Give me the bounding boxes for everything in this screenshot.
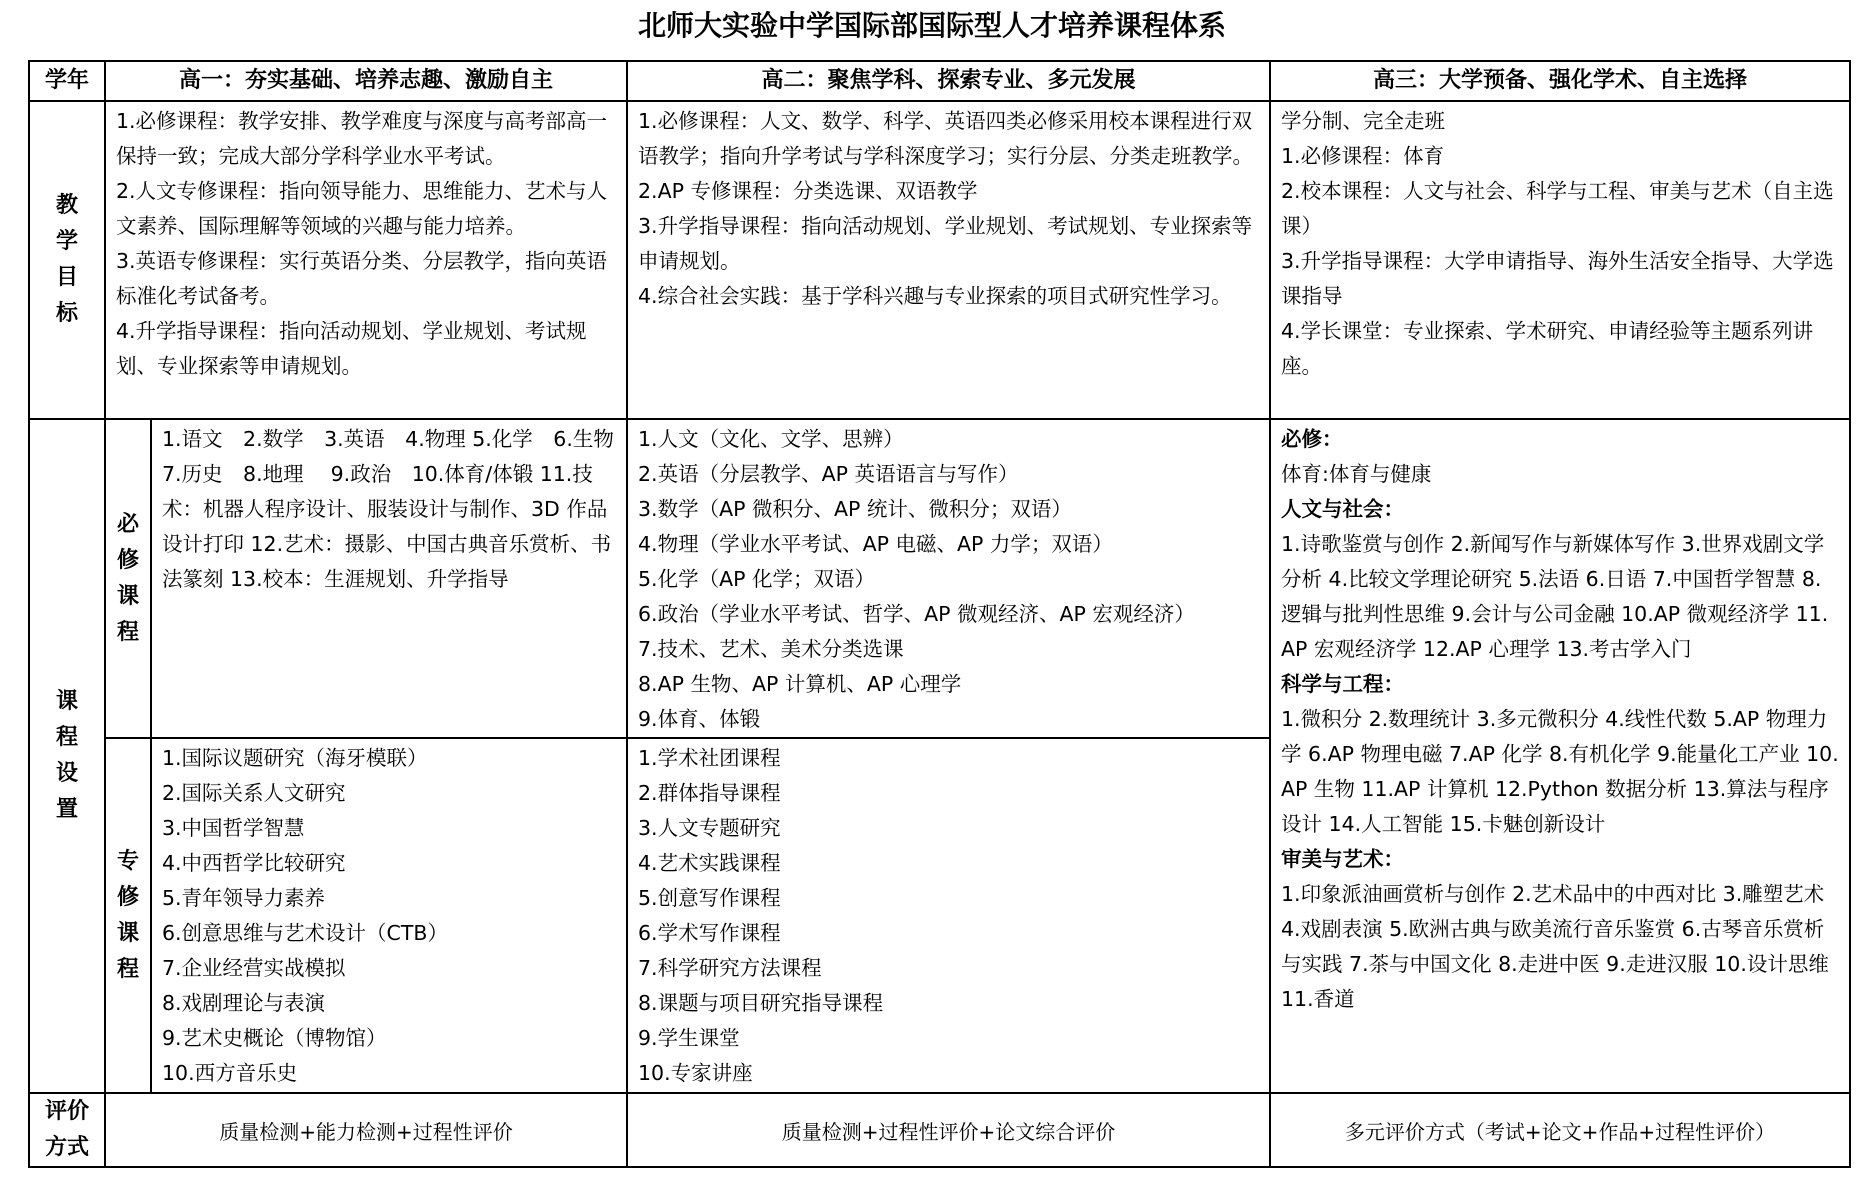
label-char: 标	[55, 301, 78, 326]
label-char: 程	[116, 956, 139, 982]
list-item: 2.校本课程：人文与社会、科学与工程、审美与艺术（自主选课）	[1281, 179, 1834, 238]
list-item: 6.学术写作课程	[638, 921, 781, 945]
evaluation-label	[29, 1093, 105, 1167]
list-item: 4.物理（学业水平考试、AP 电磁、AP 力学；双语）	[638, 532, 1113, 556]
list-item: 5.创意写作课程	[638, 886, 781, 910]
goals-label	[29, 101, 105, 419]
list-item: 6.政治（学业水平考试、哲学、AP 微观经济、AP 宏观经济）	[638, 602, 1195, 626]
list-item: 2.国际关系人文研究	[162, 781, 346, 805]
section-heading: 科学与工程：	[1281, 672, 1405, 696]
elective-grade1	[151, 738, 627, 1093]
list-item: 4.综合社会实践：基于学科兴趣与专业探索的项目式研究性学习。	[638, 284, 1232, 308]
list-item: 2.人文专修课程：指向领导能力、思维能力、艺术与人文素养、国际理解等领域的兴趣与能力培养。	[116, 179, 608, 238]
list-item: 1.必修课程：教学安排、教学难度与深度与高考部高一保持一致；完成大部分学科学业水平考试。	[116, 109, 608, 168]
list-item: 8.戏剧理论与表演	[162, 991, 326, 1015]
section-heading: 必修：	[1281, 427, 1343, 451]
label-char: 课	[55, 689, 78, 714]
document-title: 北师大实验中学国际部国际型人才培养课程体系	[637, 9, 1226, 42]
list-item: 1.国际议题研究（海牙模联）	[162, 746, 428, 770]
label-char: 程	[55, 725, 78, 750]
list-item: 2.群体指导课程	[638, 781, 781, 805]
list-item: 1.语文 2.数学 3.英语 4.物理 5.化学 6.生物 7.历史 8.地理 9.政治 10.体育/体锻 11.技术：机器人程序设计、服装设计与制作、3D 作品设计打印 12.艺术：摄影、中国古典音乐赏析、书法篆刻 13.校本：生涯规划、升学指导	[162, 427, 635, 591]
list-item: 3.人文专题研究	[638, 816, 781, 840]
curriculum-table	[28, 60, 1851, 1168]
list-item: 9.体育、体锻	[638, 707, 761, 731]
list-item: 1.必修课程：体育	[1281, 144, 1445, 168]
header-year: 学年	[29, 61, 105, 101]
label-line: 评价	[44, 1099, 89, 1124]
section-heading: 审美与艺术：	[1281, 847, 1405, 871]
list-item: 4.升学指导课程：指向活动规划、学业规划、考试规划、专业探索等申请规划。	[116, 319, 587, 378]
required-grade1	[151, 419, 635, 738]
list-item: 3.中国哲学智慧	[162, 816, 305, 840]
header-grade1: 高一：夯实基础、培养志趣、激励自主	[105, 61, 627, 101]
list-item: 4.学长课堂：专业探索、学术研究、申请经验等主题系列讲座。	[1281, 319, 1814, 378]
list-item: 3.英语专修课程：实行英语分类、分层教学，指向英语标准化考试备考。	[116, 249, 608, 308]
label-char: 修	[116, 547, 139, 573]
goals-grade2	[627, 101, 1270, 419]
list-item: 10.西方音乐史	[162, 1061, 298, 1085]
list-item: 7.科学研究方法课程	[638, 956, 822, 980]
list-item: 2.英语（分层教学、AP 英语语言与写作）	[638, 462, 1019, 486]
list-item: 8.AP 生物、AP 计算机、AP 心理学	[638, 672, 962, 696]
list-item: 2.AP 专修课程：分类选课、双语教学	[638, 179, 978, 203]
label-char: 修	[116, 884, 139, 910]
header-grade3: 高三：大学预备、强化学术、自主选择	[1270, 61, 1850, 101]
list-item: 6.创意思维与艺术设计（CTB）	[162, 921, 448, 945]
label-line: 方式	[44, 1135, 89, 1160]
list-item: 1.必修课程：人文、数学、科学、英语四类必修采用校本课程进行双语教学；指向升学考试与学科深度学习；实行分层、分类走班教学。	[638, 109, 1254, 168]
evaluation-grade3: 多元评价方式（考试+论文+作品+过程性评价）	[1270, 1093, 1850, 1167]
list-item: 1.人文（文化、文学、思辨）	[638, 427, 904, 451]
list-item: 8.课题与项目研究指导课程	[638, 991, 884, 1015]
list-item: 4.中西哲学比较研究	[162, 851, 346, 875]
evaluation-row	[29, 1093, 1850, 1167]
list-item: 3.升学指导课程：指向活动规划、学业规划、考试规划、专业探索等申请规划。	[638, 214, 1253, 273]
goals-grade3	[1270, 101, 1850, 419]
label-char: 设	[55, 761, 78, 786]
header-grade2: 高二：聚焦学科、探索专业、多元发展	[627, 61, 1270, 101]
label-char: 置	[55, 797, 78, 822]
evaluation-grade2: 质量检测+过程性评价+论文综合评价	[627, 1093, 1270, 1167]
list-item: 9.学生课堂	[638, 1026, 740, 1050]
label-char: 学	[55, 229, 78, 254]
list-item: 9.艺术史概论（博物馆）	[162, 1026, 387, 1050]
required-label	[105, 419, 151, 738]
label-char: 程	[116, 619, 139, 645]
list-item: 5.化学（AP 化学；双语）	[638, 567, 875, 591]
section-text: 1.诗歌鉴赏与创作 2.新闻写作与新媒体写作 3.世界戏剧文学分析 4.比较文学理论研究 5.法语 6.日语 7.中国哲学智慧 8.逻辑与批判性思维 9.会计与公司金融 10.AP 微观经济学 11.AP 宏观经济学 12.AP 心理学 13.考古学入门	[1281, 532, 1829, 661]
label-char: 专	[116, 848, 139, 874]
list-item: 7.技术、艺术、美术分类选课	[638, 637, 904, 661]
label-char: 教	[55, 193, 78, 218]
elective-label	[105, 738, 151, 1093]
list-item: 10.专家讲座	[638, 1061, 753, 1085]
elective-grade2	[627, 738, 1270, 1093]
list-item: 1.学术社团课程	[638, 746, 781, 770]
courses-grade3	[1270, 419, 1850, 1093]
list-item: 4.艺术实践课程	[638, 851, 781, 875]
goals-row	[29, 101, 1850, 419]
list-item: 5.青年领导力素养	[162, 886, 326, 910]
section-text: 1.微积分 2.数理统计 3.多元微积分 4.线性代数 5.AP 物理力学 6.AP 物理电磁 7.AP 化学 8.有机化学 9.能量化工产业 10.AP 生物 11.AP 计算机 12.Python 数据分析 13.算法与程序设计 14.人工智能 15.卡魅创新设计	[1281, 707, 1839, 836]
section-heading: 人文与社会：	[1281, 497, 1405, 521]
list-item: 7.企业经营实战模拟	[162, 956, 346, 980]
label-char: 课	[116, 583, 139, 609]
section-text: 体育:体育与健康	[1281, 462, 1432, 486]
label-char: 课	[116, 920, 139, 946]
goals-grade1	[105, 101, 627, 419]
evaluation-grade1: 质量检测+能力检测+过程性评价	[105, 1093, 627, 1167]
section-text: 1.印象派油画赏析与创作 2.艺术品中的中西对比 3.雕塑艺术 4.戏剧表演 5.欧洲古典与欧美流行音乐鉴赏 6.古琴音乐赏析与实践 7.茶与中国文化 8.走进中医 9.走进汉服 10.设计思维 11.香道	[1281, 882, 1829, 1011]
header-row	[29, 61, 1850, 101]
required-grade2	[627, 419, 1270, 738]
required-row	[29, 419, 1850, 738]
courses-label	[29, 419, 105, 1093]
list-item: 3.数学（AP 微积分、AP 统计、微积分；双语）	[638, 497, 1072, 521]
label-char: 必	[116, 511, 139, 537]
label-char: 目	[55, 265, 78, 290]
list-item: 3.升学指导课程：大学申请指导、海外生活安全指导、大学选课指导	[1281, 249, 1834, 308]
list-item: 学分制、完全走班	[1281, 109, 1446, 133]
